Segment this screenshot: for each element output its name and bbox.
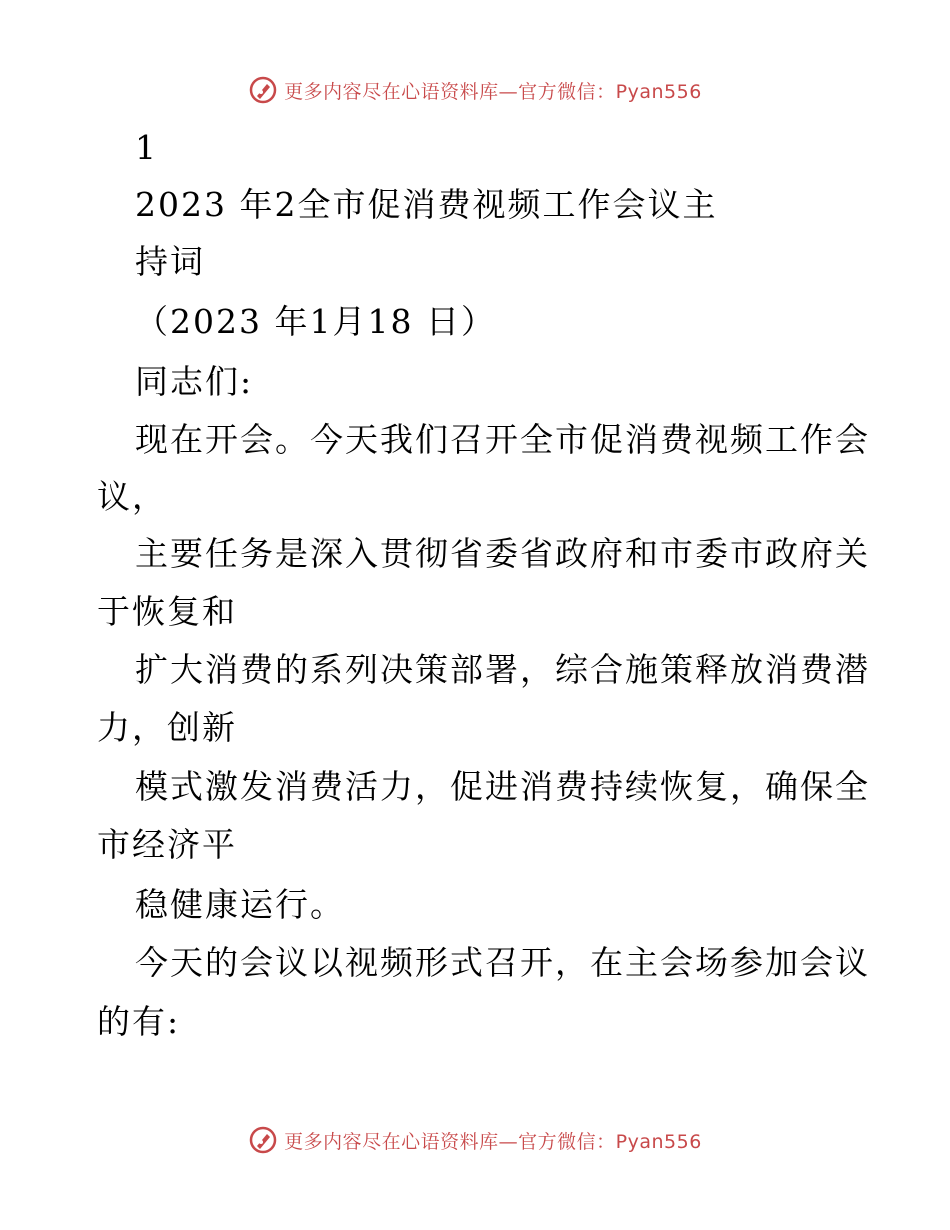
document-title-line-2: 持词 [135,242,205,281]
paragraph-line: 市经济平 [97,825,237,864]
paragraph-line: 模式激发消费活力，促进消费持续恢复，确保全 [135,767,870,806]
paragraph-line: 的有: [97,1002,181,1041]
pen-logo-icon [248,75,278,105]
header-banner-text: 更多内容尽在心语资料库—官方微信：Pyan556 [284,80,702,103]
paragraph-line: 力，创新 [97,708,237,747]
pen-logo-icon [248,1125,278,1155]
paragraph-line: 议， [97,477,167,516]
document-date: （2023 年1月18 日） [135,302,496,341]
paragraph-line: 今天的会议以视频形式召开，在主会场参加会议 [135,943,870,982]
page-number: 1 [135,128,158,167]
document-title-line-1: 2023 年2全市促消费视频工作会议主 [135,185,718,224]
paragraph-line: 稳健康运行。 [135,885,345,924]
paragraph-line: 扩大消费的系列决策部署，综合施策释放消费潜 [135,650,870,689]
header-banner [0,70,950,110]
footer-banner [0,1120,950,1160]
paragraph-line: 主要任务是深入贯彻省委省政府和市委市政府关 [135,534,870,573]
greeting: 同志们: [135,362,254,401]
footer-banner-text: 更多内容尽在心语资料库—官方微信：Pyan556 [284,1130,702,1153]
paragraph-line: 于恢复和 [97,592,237,631]
paragraph-line: 现在开会。今天我们召开全市促消费视频工作会 [135,420,870,459]
